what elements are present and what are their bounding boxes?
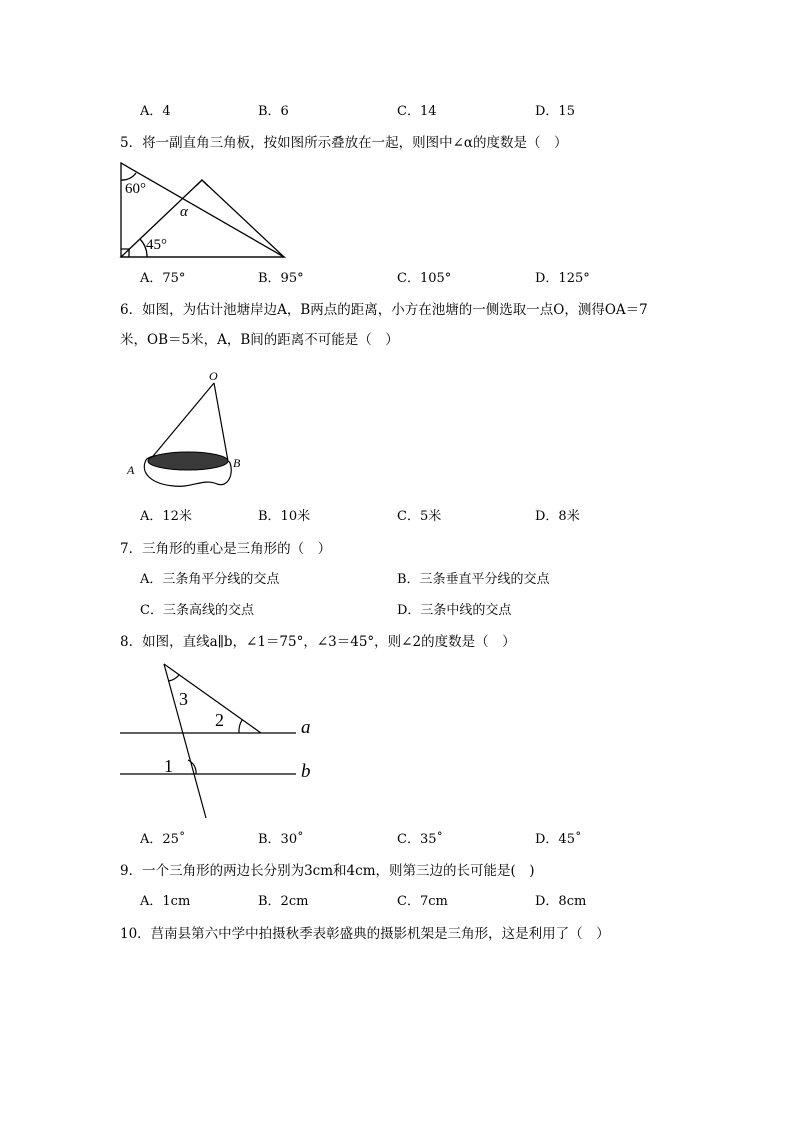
q4-option-a: A．4 <box>140 104 171 119</box>
q6-label-o: O <box>209 369 218 383</box>
q5-option-b: B．95° <box>258 271 304 286</box>
q6-figure-pond <box>122 368 252 496</box>
q5-stem: 5．将一副直角三角板，按如图所示叠放在一起，则图中∠α的度数是（ ） <box>120 135 568 151</box>
q8-option-a: A．25˚ <box>140 832 186 847</box>
q8-label-2: 2 <box>215 710 224 730</box>
q4-option-b: B．6 <box>258 104 289 119</box>
q8-transversal <box>164 664 206 818</box>
q7-option-d: D．三条中线的交点 <box>397 603 512 618</box>
q5-alpha-label: α <box>180 204 188 220</box>
q5-option-c: C．105° <box>397 271 452 286</box>
q8-label-3: 3 <box>179 689 188 709</box>
q5-figure-set-squares <box>112 158 292 262</box>
q5-angle-60-label: 60° <box>125 181 146 197</box>
q6-pond-water <box>148 452 228 470</box>
q7-option-c: C．三条高线的交点 <box>140 603 254 618</box>
q8-option-b: B．30˚ <box>258 832 304 847</box>
q8-label-a: a <box>301 717 311 738</box>
q8-option-d: D．45˚ <box>535 832 582 847</box>
q8-figure-parallel-lines <box>118 660 328 822</box>
q8-label-1: 1 <box>164 756 173 776</box>
q9-option-a: A．1cm <box>140 894 191 909</box>
q6-label-b: B <box>233 456 241 470</box>
q5-option-d: D．125° <box>535 271 590 286</box>
q7-option-b: B．三条垂直平分线的交点 <box>397 572 550 587</box>
q8-stem: 8．如图，直线a∥b，∠1＝75°，∠3＝45°，则∠2的度数是（ ） <box>120 634 516 650</box>
q6-option-d: D．8米 <box>535 509 580 524</box>
q7-option-a: A．三条角平分线的交点 <box>140 572 280 587</box>
q8-label-b: b <box>301 761 311 782</box>
q6-stem-line1: 6．如图，为估计池塘岸边A，B两点的距离，小方在池塘的一侧选取一点O，测得OA＝7 <box>120 302 648 318</box>
q6-option-c: C．5米 <box>397 509 442 524</box>
q9-option-d: D．8cm <box>535 894 587 909</box>
q6-label-a: A <box>127 463 135 477</box>
q5-angle-45-label: 45° <box>146 237 167 253</box>
q4-option-d: D．15 <box>535 104 575 119</box>
q6-option-a: A．12米 <box>140 509 192 524</box>
q9-stem: 9．一个三角形的两边长分别为3cm和4cm，则第三边的长可能是( ) <box>120 863 535 879</box>
q7-stem: 7．三角形的重心是三角形的（ ） <box>120 541 332 557</box>
q9-option-c: C．7cm <box>397 894 448 909</box>
q6-stem-line2: 米，OB＝5米，A，B间的距离不可能是（ ） <box>120 332 399 348</box>
q5-option-a: A．75° <box>140 271 186 286</box>
q8-option-c: C．35˚ <box>397 832 443 847</box>
q9-option-b: B．2cm <box>258 894 309 909</box>
q6-option-b: B．10米 <box>258 509 311 524</box>
q10-stem: 10．莒南县第六中学中拍摄秋季表彰盛典的摄影机架是三角形，这是利用了（ ） <box>120 926 610 942</box>
q4-option-c: C．14 <box>397 104 437 119</box>
